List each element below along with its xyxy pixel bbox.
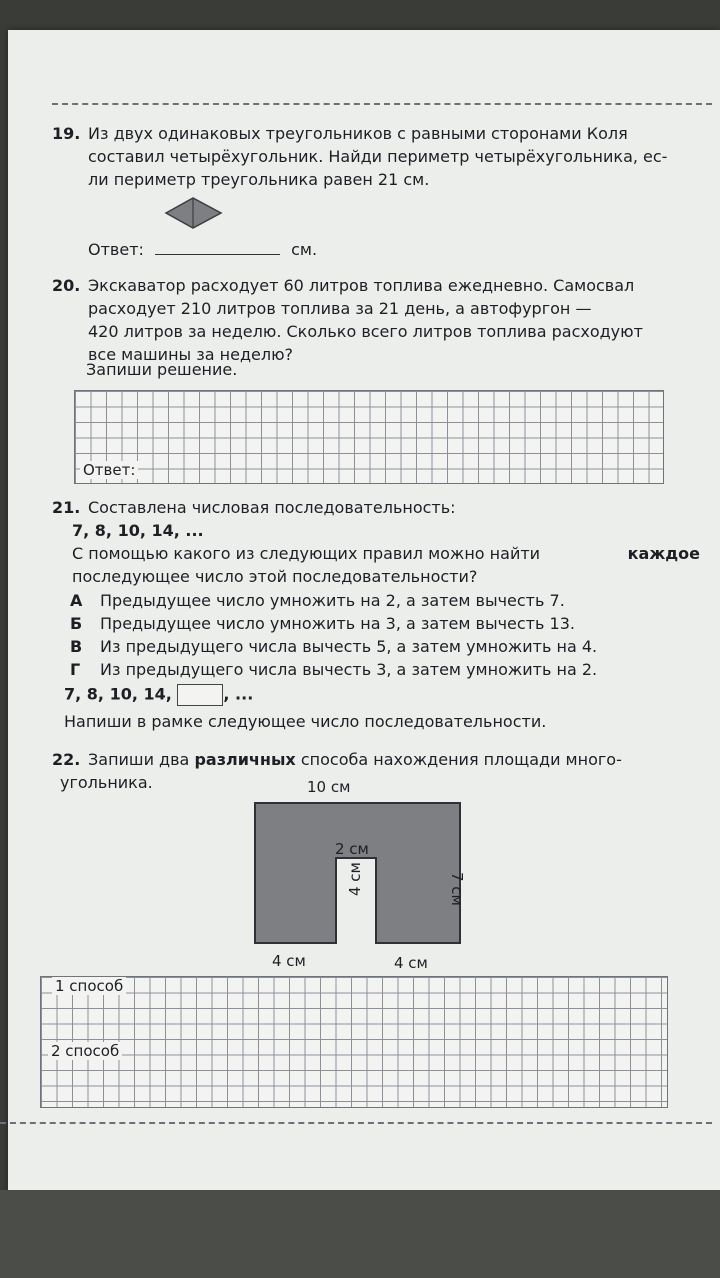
task-19-line-1	[52, 122, 700, 145]
task-22-line-2: угольника.	[60, 773, 153, 792]
task-number: 22.	[52, 750, 81, 769]
task-19	[52, 122, 700, 191]
solution-grid-20[interactable]	[74, 390, 664, 484]
task-emphasis: различных	[194, 750, 296, 769]
dashed-separator-top	[52, 103, 712, 105]
answer-label: Ответ:	[88, 240, 144, 259]
task-text: Экскаватор расходует 60 литров топлива ежедневно. Самосвал	[88, 276, 635, 295]
sequence-answer-row	[64, 684, 253, 706]
task-text: Из двух одинаковых треугольников с равными сторонами Коля	[88, 124, 628, 143]
option-b[interactable]	[70, 613, 670, 635]
dim-gap: 2 см	[335, 840, 369, 858]
question-text: С помощью какого из следующих правил можно найти	[72, 544, 541, 563]
option-text: Из предыдущего числа вычесть 3, а затем умножить на 2.	[100, 660, 598, 679]
task-20-line-4: все машины за неделю?	[88, 345, 294, 364]
option-v[interactable]	[70, 636, 670, 658]
task-number: 21.	[52, 498, 81, 517]
task-20	[52, 274, 700, 366]
task-text-cont: способа нахождения площади много-	[300, 750, 622, 769]
method-1-label: 1 способ	[52, 977, 126, 995]
task-number: 19.	[52, 124, 81, 143]
task-19-line-2: составил четырёхугольник. Найди периметр четырёхугольника, ес-	[88, 147, 668, 166]
task-text: Запиши два	[88, 750, 190, 769]
dashed-separator-bottom	[0, 1122, 712, 1124]
dim-bottom-right: 4 см	[394, 954, 428, 972]
rhombus-figure	[163, 196, 225, 232]
task-text: Составлена числовая последовательность:	[88, 498, 456, 517]
instruction-text: Напиши в рамке следующее число последовательности.	[64, 712, 547, 731]
sequence-answer-box[interactable]	[177, 684, 223, 706]
task-22	[52, 748, 700, 794]
question-text-2: последующее число этой последовательности?	[72, 567, 478, 586]
option-a[interactable]	[70, 590, 670, 612]
option-letter: Б	[70, 614, 83, 633]
dim-top: 10 см	[307, 778, 351, 796]
option-text: Предыдущее число умножить на 3, а затем вычесть 13.	[100, 614, 575, 633]
option-letter: Г	[70, 660, 81, 679]
question-emphasis: каждое	[627, 544, 700, 563]
option-text: Предыдущее число умножить на 2, а затем вычесть 7.	[100, 591, 565, 610]
task-21	[52, 496, 700, 588]
sequence: 7, 8, 10, 14, ...	[72, 521, 204, 540]
option-text: Из предыдущего числа вычесть 5, а затем умножить на 4.	[100, 637, 598, 656]
dim-inner: 4 см	[346, 862, 364, 896]
dim-bottom-left: 4 см	[272, 952, 306, 970]
answer-unit: см.	[291, 240, 318, 259]
option-letter: В	[70, 637, 83, 656]
task-19-answer	[88, 240, 317, 259]
method-2-label: 2 способ	[48, 1042, 122, 1060]
sequence-prefix: 7, 8, 10, 14,	[64, 684, 172, 704]
option-letter: А	[70, 591, 83, 610]
option-g[interactable]	[70, 659, 670, 681]
task-20-line-2: расходует 210 литров топлива за 21 день, а автофургон —	[88, 299, 592, 318]
table-surface	[0, 1190, 720, 1278]
dim-right: 7 см	[448, 872, 466, 906]
grid-answer-label: Ответ:	[80, 461, 138, 479]
solution-grid-22[interactable]	[40, 976, 668, 1108]
answer-line[interactable]	[155, 254, 280, 255]
solution-label: Запиши решение.	[86, 360, 238, 379]
task-20-line-3: 420 литров за неделю. Сколько всего литров топлива расходуют	[88, 322, 643, 341]
task-number: 20.	[52, 276, 81, 295]
task-19-line-3: ли периметр треугольника равен 21 см.	[88, 170, 430, 189]
sequence-suffix: , ...	[223, 684, 254, 704]
